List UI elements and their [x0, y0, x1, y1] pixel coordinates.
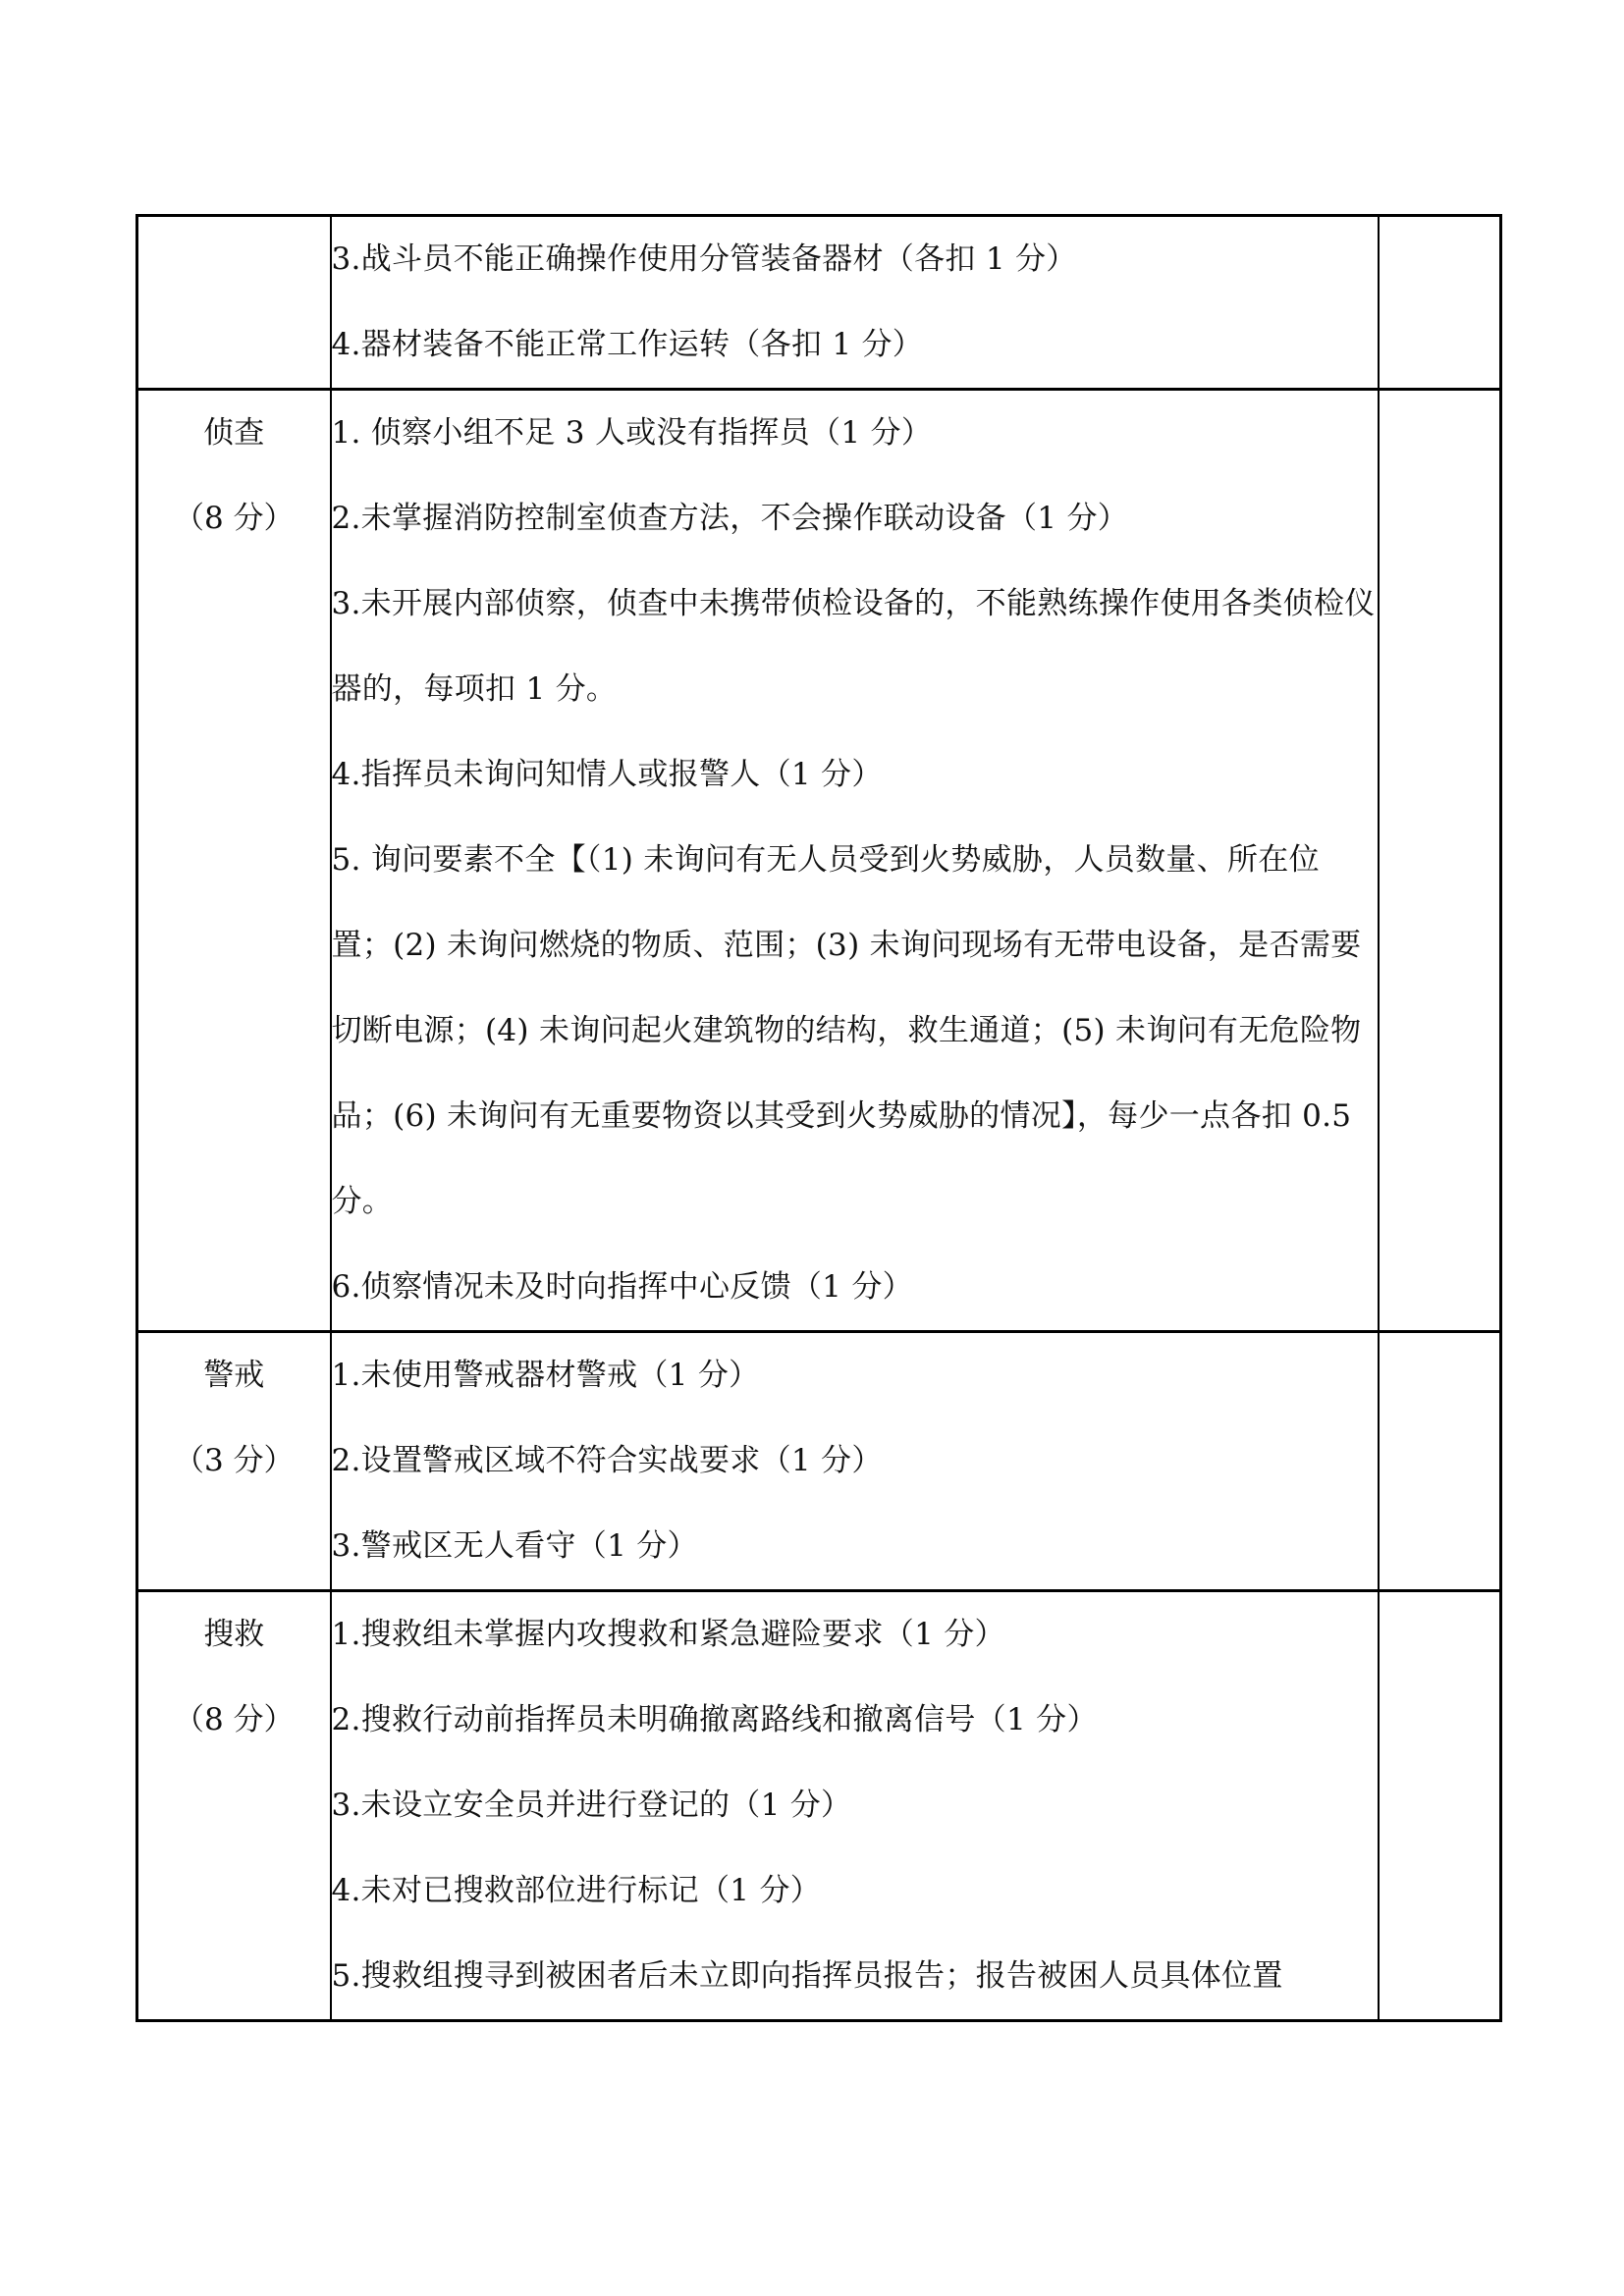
score-cell	[1379, 1332, 1501, 1591]
table-row	[137, 216, 1501, 390]
category-cell	[137, 1332, 331, 1591]
category-cell	[137, 390, 331, 1332]
criteria-cell	[331, 390, 1379, 1332]
criteria-cell	[331, 216, 1379, 390]
category-cell	[137, 1591, 331, 2021]
scoring-table	[135, 214, 1502, 2022]
category-points: （8 分）	[173, 501, 295, 536]
criteria-item: 4.器材装备不能正常工作运转（各扣 1 分）	[331, 327, 924, 362]
score-cell	[1379, 216, 1501, 390]
table-row	[137, 1332, 1501, 1591]
score-cell	[1379, 390, 1501, 1332]
criteria-item: 3.未开展内部侦察，侦查中未携带侦检设备的，不能熟练操作使用各类侦检仪器的，每项扣 1 分。	[331, 586, 1376, 707]
criteria-item: 1.搜救组未掌握内攻搜救和紧急避险要求（1 分）	[331, 1617, 1005, 1652]
criteria-item: 1.未使用警戒器材警戒（1 分）	[331, 1358, 760, 1393]
criteria-item: 6.侦察情况未及时向指挥中心反馈（1 分）	[331, 1269, 913, 1305]
score-cell	[1379, 1591, 1501, 2021]
criteria-item: 2.未掌握消防控制室侦查方法，不会操作联动设备（1 分）	[331, 501, 1129, 536]
criteria-item: 2.搜救行动前指挥员未明确撤离路线和撤离信号（1 分）	[331, 1702, 1098, 1737]
criteria-item: 5. 询问要素不全【（1) 未询问有无人员受到火势威胁，人员数量、所在位置；(2) 未询问燃烧的物质、范围；(3) 未询问现场有无带电设备，是否需要切断电源；(4) 未询问起火建筑物的结构，救生通道；(5) 未询问有无危险物品；(6) 未询问有无重要物资以其受到火势威胁的情况】，每少一点各扣 0.5 分。	[331, 842, 1362, 1219]
table-row	[137, 390, 1501, 1332]
criteria-item: 4.指挥员未询问知情人或报警人（1 分）	[331, 757, 883, 792]
criteria-item: 4.未对已搜救部位进行标记（1 分）	[331, 1873, 822, 1908]
criteria-item: 1. 侦察小组不足 3 人或没有指挥员（1 分）	[331, 415, 933, 451]
category-name: 警戒	[203, 1358, 265, 1393]
category-points: （8 分）	[173, 1702, 295, 1737]
category-name: 侦查	[203, 415, 265, 451]
criteria-item: 5.搜救组搜寻到被困者后未立即向指挥员报告；报告被困人员具体位置	[331, 1958, 1283, 1994]
criteria-item: 2.设置警戒区域不符合实战要求（1 分）	[331, 1443, 883, 1478]
criteria-item: 3.战斗员不能正确操作使用分管装备器材（各扣 1 分）	[331, 241, 1077, 277]
criteria-item: 3.警戒区无人看守（1 分）	[331, 1528, 698, 1564]
category-points: （3 分）	[173, 1443, 295, 1478]
criteria-cell	[331, 1591, 1379, 2021]
category-cell	[137, 216, 331, 390]
criteria-cell	[331, 1332, 1379, 1591]
criteria-item: 3.未设立安全员并进行登记的（1 分）	[331, 1788, 852, 1823]
category-name: 搜救	[203, 1617, 265, 1652]
table-row	[137, 1591, 1501, 2021]
